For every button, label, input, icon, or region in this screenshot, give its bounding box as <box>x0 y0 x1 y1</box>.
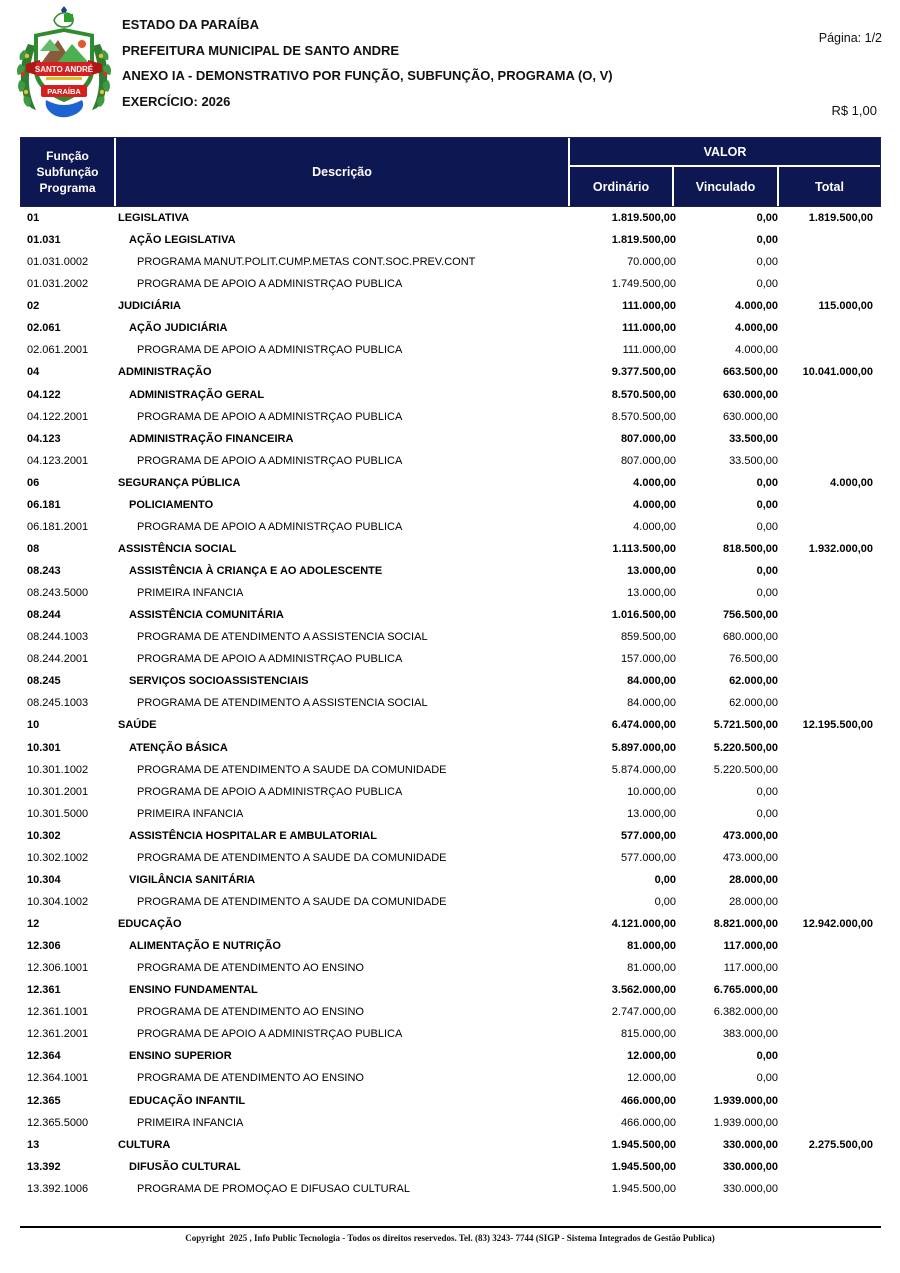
row-total: 12.195.500,00 <box>802 719 873 732</box>
row-ordinario: 807.000,00 <box>620 454 676 467</box>
row-ordinario: 12.000,00 <box>627 1050 676 1063</box>
row-code: 12.364 <box>27 1050 61 1063</box>
row-desc: PROGRAMA DE ATENDIMENTO A ASSISTENCIA SOCIAL <box>137 631 428 644</box>
row-code: 02.061.2001 <box>27 344 89 357</box>
row-vinculado: 0,00 <box>756 1050 778 1063</box>
table-row <box>20 891 881 913</box>
row-ordinario: 466.000,00 <box>620 1094 676 1107</box>
row-desc: EDUCAÇÃO <box>118 918 182 931</box>
row-code: 13.392 <box>27 1160 61 1173</box>
row-code: 10 <box>27 719 40 732</box>
row-code: 12.361.2001 <box>27 1028 89 1041</box>
copyright-notice: Copyright 2025 , Info Public Tecnologia - Todos os direitos reservedos. Tel. (83) 3243- 7744 (SIGP - Sistema Integrados de Gestão Publica) <box>185 1233 715 1243</box>
table-row <box>20 913 881 935</box>
row-code: 12.306.1001 <box>27 962 89 975</box>
row-desc: EDUCAÇÃO INFANTIL <box>129 1094 246 1107</box>
row-desc: AÇÃO LEGISLATIVA <box>129 234 236 247</box>
row-code: 12.306 <box>27 940 61 953</box>
row-code: 08.245 <box>27 675 61 688</box>
row-ordinario: 3.562.000,00 <box>611 984 676 997</box>
row-vinculado: 663.500,00 <box>722 366 778 379</box>
row-ordinario: 84.000,00 <box>627 675 676 688</box>
row-desc: AÇÃO JUDICIÁRIA <box>129 322 228 335</box>
currency-unit-label: R$ 1,00 <box>831 103 877 118</box>
col1-line-subfuncao: Subfunção <box>36 165 99 179</box>
row-vinculado: 62.000,00 <box>729 675 778 688</box>
exercise-year: EXERCÍCIO: 2026 <box>122 93 231 109</box>
row-vinculado: 33.500,00 <box>729 454 778 467</box>
row-code: 10.301 <box>27 741 61 754</box>
row-code: 12.364.1001 <box>27 1072 89 1085</box>
table-row <box>20 1067 881 1089</box>
row-vinculado: 756.500,00 <box>722 609 778 622</box>
table-row <box>20 670 881 692</box>
table-row <box>20 207 881 229</box>
table-row <box>20 979 881 1001</box>
table-row <box>20 604 881 626</box>
table-header <box>20 137 881 207</box>
banner-city-name: SANTO ANDRÉ <box>34 65 94 74</box>
row-desc: ASSISTÊNCIA HOSPITALAR E AMBULATORIAL <box>129 829 377 842</box>
table-row <box>20 361 881 383</box>
row-total: 115.000,00 <box>818 300 873 313</box>
row-ordinario: 111.000,00 <box>622 300 676 313</box>
row-code: 06 <box>27 476 40 489</box>
row-desc: CULTURA <box>118 1138 171 1151</box>
row-code: 06.181 <box>27 498 61 511</box>
row-vinculado: 117.000,00 <box>723 962 778 975</box>
row-total: 12.942.000,00 <box>802 918 873 931</box>
row-total: 2.275.500,00 <box>808 1138 873 1151</box>
row-ordinario: 13.000,00 <box>627 565 676 578</box>
row-desc: PROGRAMA DE APOIO A ADMINISTRÇAO PUBLICA <box>137 454 403 467</box>
row-desc: ADMINISTRAÇÃO <box>118 366 212 379</box>
banner-state-name: PARAÍBA <box>47 87 81 96</box>
row-vinculado: 630.000,00 <box>722 388 778 401</box>
row-desc: ENSINO SUPERIOR <box>129 1050 232 1063</box>
row-code: 04.122 <box>27 388 61 401</box>
table-row <box>20 1112 881 1134</box>
table-row <box>20 825 881 847</box>
row-code: 08.245.1003 <box>27 697 89 710</box>
row-vinculado: 473.000,00 <box>722 851 778 864</box>
row-code: 01.031.0002 <box>27 256 89 269</box>
row-code: 13.392.1006 <box>27 1182 89 1195</box>
row-desc: PRIMEIRA INFANCIA <box>137 587 244 600</box>
row-ordinario: 13.000,00 <box>627 587 676 600</box>
row-vinculado: 5.721.500,00 <box>713 719 778 732</box>
row-ordinario: 0,00 <box>654 873 676 886</box>
row-desc: ADMINISTRAÇÃO GERAL <box>129 388 265 401</box>
row-ordinario: 1.945.500,00 <box>611 1160 676 1173</box>
row-vinculado: 0,00 <box>756 212 778 225</box>
table-body <box>20 207 881 1200</box>
table-row <box>20 803 881 825</box>
row-code: 10.302 <box>27 829 61 842</box>
row-total: 1.932.000,00 <box>808 542 873 555</box>
row-desc: PROGRAMA DE ATENDIMENTO AO ENSINO <box>137 962 364 975</box>
row-vinculado: 76.500,00 <box>729 653 778 666</box>
row-total: 4.000,00 <box>830 476 873 489</box>
row-ordinario: 466.000,00 <box>620 1116 676 1129</box>
row-ordinario: 1.945.500,00 <box>611 1182 676 1195</box>
org-state-line: ESTADO DA PARAÍBA <box>122 17 259 32</box>
column-group-valor: VALOR <box>570 138 880 165</box>
row-ordinario: 859.500,00 <box>620 631 676 644</box>
row-desc: PROGRAMA DE APOIO A ADMINISTRÇAO PUBLICA <box>137 410 403 423</box>
table-row <box>20 251 881 273</box>
row-vinculado: 680.000,00 <box>722 631 778 644</box>
row-code: 10.301.1002 <box>27 763 89 776</box>
row-code: 13 <box>27 1138 40 1151</box>
row-vinculado: 4.000,00 <box>735 344 778 357</box>
row-code: 10.301.2001 <box>27 785 89 798</box>
row-code: 10.301.5000 <box>27 807 89 820</box>
table-row <box>20 1001 881 1023</box>
row-code: 10.304.1002 <box>27 895 89 908</box>
row-ordinario: 70.000,00 <box>627 256 676 269</box>
row-ordinario: 4.000,00 <box>633 476 676 489</box>
row-desc: POLICIAMENTO <box>129 498 214 511</box>
row-code: 12.361 <box>27 984 61 997</box>
row-code: 01.031 <box>27 234 61 247</box>
row-code: 04.123.2001 <box>27 454 89 467</box>
row-desc: VIGILÂNCIA SANITÁRIA <box>129 873 256 886</box>
row-desc: LEGISLATIVA <box>118 212 190 225</box>
row-code: 01 <box>27 212 40 225</box>
row-ordinario: 12.000,00 <box>627 1072 676 1085</box>
row-ordinario: 157.000,00 <box>620 653 676 666</box>
state-banner-icon <box>41 85 87 97</box>
table-row <box>20 692 881 714</box>
row-vinculado: 117.000,00 <box>723 940 778 953</box>
table-row <box>20 582 881 604</box>
row-desc: ADMINISTRAÇÃO FINANCEIRA <box>129 432 294 445</box>
table-row <box>20 339 881 361</box>
row-total: 10.041.000,00 <box>802 366 873 379</box>
row-vinculado: 5.220.500,00 <box>713 741 778 754</box>
table-row <box>20 1023 881 1045</box>
table-row <box>20 229 881 251</box>
row-desc: JUDICIÁRIA <box>118 300 181 313</box>
row-ordinario: 1.016.500,00 <box>611 609 676 622</box>
row-desc: ASSISTÊNCIA SOCIAL <box>118 542 237 555</box>
row-ordinario: 111.000,00 <box>622 322 676 335</box>
water-base-icon <box>46 100 83 117</box>
table-row <box>20 450 881 472</box>
column-header-total: Total <box>779 167 880 206</box>
row-code: 08.243 <box>27 565 61 578</box>
row-desc: ASSISTÊNCIA À CRIANÇA E AO ADOLESCENTE <box>129 565 383 578</box>
row-vinculado: 0,00 <box>756 520 778 533</box>
row-vinculado: 383.000,00 <box>722 1028 778 1041</box>
row-vinculado: 0,00 <box>756 278 778 291</box>
table-row <box>20 869 881 891</box>
row-vinculado: 0,00 <box>756 1072 778 1085</box>
document-header <box>122 12 613 114</box>
row-code: 04 <box>27 366 40 379</box>
row-vinculado: 6.382.000,00 <box>713 1006 778 1019</box>
column-header-ordinario: Ordinário <box>570 167 672 206</box>
row-ordinario: 577.000,00 <box>620 851 676 864</box>
row-vinculado: 0,00 <box>756 807 778 820</box>
table-row <box>20 737 881 759</box>
row-vinculado: 630.000,00 <box>722 410 778 423</box>
row-desc: PROGRAMA DE APOIO A ADMINISTRÇAO PUBLICA <box>137 520 403 533</box>
row-ordinario: 10.000,00 <box>627 785 676 798</box>
row-vinculado: 0,00 <box>756 565 778 578</box>
table-row <box>20 648 881 670</box>
table-row <box>20 759 881 781</box>
row-vinculado: 473.000,00 <box>722 829 778 842</box>
row-vinculado: 0,00 <box>756 256 778 269</box>
row-ordinario: 111.000,00 <box>622 344 676 357</box>
row-desc: PROGRAMA DE APOIO A ADMINISTRÇAO PUBLICA <box>137 344 403 357</box>
row-vinculado: 4.000,00 <box>735 322 778 335</box>
row-code: 08.244.2001 <box>27 653 89 666</box>
row-desc: PROGRAMA DE PROMOÇAO E DIFUSAO CULTURAL <box>137 1182 411 1195</box>
table-row <box>20 406 881 428</box>
row-desc: ASSISTÊNCIA COMUNITÁRIA <box>129 609 284 622</box>
row-ordinario: 1.749.500,00 <box>611 278 676 291</box>
row-code: 08 <box>27 542 40 555</box>
table-row <box>20 935 881 957</box>
row-ordinario: 0,00 <box>654 895 676 908</box>
row-vinculado: 6.765.000,00 <box>713 984 778 997</box>
column-header-function <box>21 138 114 206</box>
row-vinculado: 0,00 <box>756 785 778 798</box>
row-desc: PRIMEIRA INFANCIA <box>137 1116 244 1129</box>
row-ordinario: 577.000,00 <box>620 829 676 842</box>
row-ordinario: 4.000,00 <box>633 520 676 533</box>
table-row <box>20 560 881 582</box>
footer-divider <box>20 1226 881 1228</box>
column-header-description: Descrição <box>116 138 568 206</box>
row-desc: PROGRAMA DE APOIO A ADMINISTRÇAO PUBLICA <box>137 278 403 291</box>
row-ordinario: 5.897.000,00 <box>611 741 676 754</box>
table-row <box>20 626 881 648</box>
org-municipality-line: PREFEITURA MUNICIPAL DE SANTO ANDRE <box>122 42 400 58</box>
report-title: ANEXO IA - DEMONSTRATIVO POR FUNÇÃO, SUBFUNÇÃO, PROGRAMA (O, V) <box>122 68 613 83</box>
row-ordinario: 1.113.500,00 <box>612 542 676 555</box>
row-vinculado: 818.500,00 <box>722 542 778 555</box>
table-row <box>20 295 881 317</box>
row-ordinario: 815.000,00 <box>620 1028 676 1041</box>
row-desc: PROGRAMA DE APOIO A ADMINISTRÇAO PUBLICA <box>137 653 403 666</box>
table-row <box>20 273 881 295</box>
row-vinculado: 330.000,00 <box>722 1160 778 1173</box>
row-code: 01.031.2002 <box>27 278 89 291</box>
table-row <box>20 428 881 450</box>
table-row <box>20 472 881 494</box>
row-ordinario: 1.945.500,00 <box>611 1138 676 1151</box>
row-code: 12 <box>27 918 40 931</box>
row-vinculado: 0,00 <box>756 587 778 600</box>
row-code: 08.243.5000 <box>27 587 89 600</box>
row-vinculado: 8.821.000,00 <box>713 918 778 931</box>
table-row <box>20 1045 881 1067</box>
row-code: 08.244 <box>27 609 61 622</box>
row-desc: DIFUSÃO CULTURAL <box>129 1160 241 1173</box>
row-desc: SEGURANÇA PÚBLICA <box>118 476 241 489</box>
table-row <box>20 1134 881 1156</box>
page-number-label: Página: 1/2 <box>818 31 882 45</box>
row-desc: PROGRAMA DE APOIO A ADMINISTRÇAO PUBLICA <box>137 785 403 798</box>
row-desc: PROGRAMA DE ATENDIMENTO A ASSISTENCIA SOCIAL <box>137 697 428 710</box>
table-row <box>20 714 881 736</box>
row-ordinario: 1.819.500,00 <box>611 212 676 225</box>
row-ordinario: 4.121.000,00 <box>611 918 676 931</box>
row-ordinario: 84.000,00 <box>627 697 676 710</box>
row-vinculado: 0,00 <box>756 234 778 247</box>
row-code: 10.304 <box>27 873 61 886</box>
row-vinculado: 1.939.000,00 <box>713 1094 778 1107</box>
col1-line-programa: Programa <box>39 181 96 195</box>
row-desc: ALIMENTAÇÃO E NUTRIÇÃO <box>129 940 281 953</box>
row-desc: PROGRAMA DE ATENDIMENTO A SAUDE DA COMUNIDADE <box>137 851 447 864</box>
row-desc: ATENÇÃO BÁSICA <box>129 741 228 754</box>
table-row <box>20 516 881 538</box>
row-ordinario: 13.000,00 <box>627 807 676 820</box>
table-row <box>20 317 881 339</box>
row-vinculado: 330.000,00 <box>722 1138 778 1151</box>
row-vinculado: 4.000,00 <box>735 300 778 313</box>
row-vinculado: 0,00 <box>756 498 778 511</box>
row-code: 12.365 <box>27 1094 61 1107</box>
row-desc: PROGRAMA DE ATENDIMENTO A SAUDE DA COMUNIDADE <box>137 895 447 908</box>
table-row <box>20 384 881 406</box>
row-vinculado: 28.000,00 <box>729 895 778 908</box>
row-desc: PROGRAMA MANUT.POLIT.CUMP.METAS CONT.SOC.PREV.CONT <box>137 256 476 269</box>
table-row <box>20 1178 881 1200</box>
table-row <box>20 1156 881 1178</box>
row-vinculado: 1.939.000,00 <box>713 1116 778 1129</box>
row-desc: SAÚDE <box>118 719 157 732</box>
table-row <box>20 494 881 516</box>
row-ordinario: 9.377.500,00 <box>611 366 676 379</box>
row-ordinario: 2.747.000,00 <box>611 1006 676 1019</box>
row-code: 04.122.2001 <box>27 410 89 423</box>
municipal-coat-of-arms-icon <box>14 6 114 124</box>
row-desc: PROGRAMA DE ATENDIMENTO A SAUDE DA COMUNIDADE <box>137 763 447 776</box>
table-row <box>20 538 881 560</box>
table-row <box>20 781 881 803</box>
row-ordinario: 81.000,00 <box>627 940 676 953</box>
row-ordinario: 8.570.500,00 <box>611 388 676 401</box>
row-ordinario: 1.819.500,00 <box>611 234 676 247</box>
row-ordinario: 5.874.000,00 <box>611 763 676 776</box>
row-desc: PROGRAMA DE APOIO A ADMINISTRÇAO PUBLICA <box>137 1028 403 1041</box>
table-row <box>20 1090 881 1112</box>
crest-icon <box>54 6 73 27</box>
row-code: 10.302.1002 <box>27 851 89 864</box>
row-code: 04.123 <box>27 432 61 445</box>
row-code: 12.365.5000 <box>27 1116 89 1129</box>
column-header-vinculado: Vinculado <box>674 167 777 206</box>
row-desc: PRIMEIRA INFANCIA <box>137 807 244 820</box>
row-code: 06.181.2001 <box>27 520 89 533</box>
row-total: 1.819.500,00 <box>808 212 873 225</box>
row-desc: PROGRAMA DE ATENDIMENTO AO ENSINO <box>137 1006 364 1019</box>
row-desc: ENSINO FUNDAMENTAL <box>129 984 258 997</box>
row-vinculado: 28.000,00 <box>729 873 778 886</box>
row-vinculado: 33.500,00 <box>729 432 778 445</box>
row-code: 02 <box>27 300 40 313</box>
row-vinculado: 330.000,00 <box>722 1182 778 1195</box>
row-ordinario: 81.000,00 <box>627 962 676 975</box>
row-vinculado: 0,00 <box>756 476 778 489</box>
row-ordinario: 4.000,00 <box>633 498 676 511</box>
row-code: 12.361.1001 <box>27 1006 89 1019</box>
row-desc: SERVIÇOS SOCIOASSISTENCIAIS <box>129 675 309 688</box>
row-vinculado: 62.000,00 <box>729 697 778 710</box>
row-vinculado: 5.220.500,00 <box>713 763 778 776</box>
table-row <box>20 957 881 979</box>
row-desc: PROGRAMA DE ATENDIMENTO AO ENSINO <box>137 1072 364 1085</box>
row-ordinario: 807.000,00 <box>620 432 676 445</box>
col1-line-funcao: Função <box>46 149 89 163</box>
row-code: 08.244.1003 <box>27 631 89 644</box>
row-code: 02.061 <box>27 322 61 335</box>
table-row <box>20 847 881 869</box>
row-ordinario: 8.570.500,00 <box>611 410 676 423</box>
row-ordinario: 6.474.000,00 <box>611 719 676 732</box>
